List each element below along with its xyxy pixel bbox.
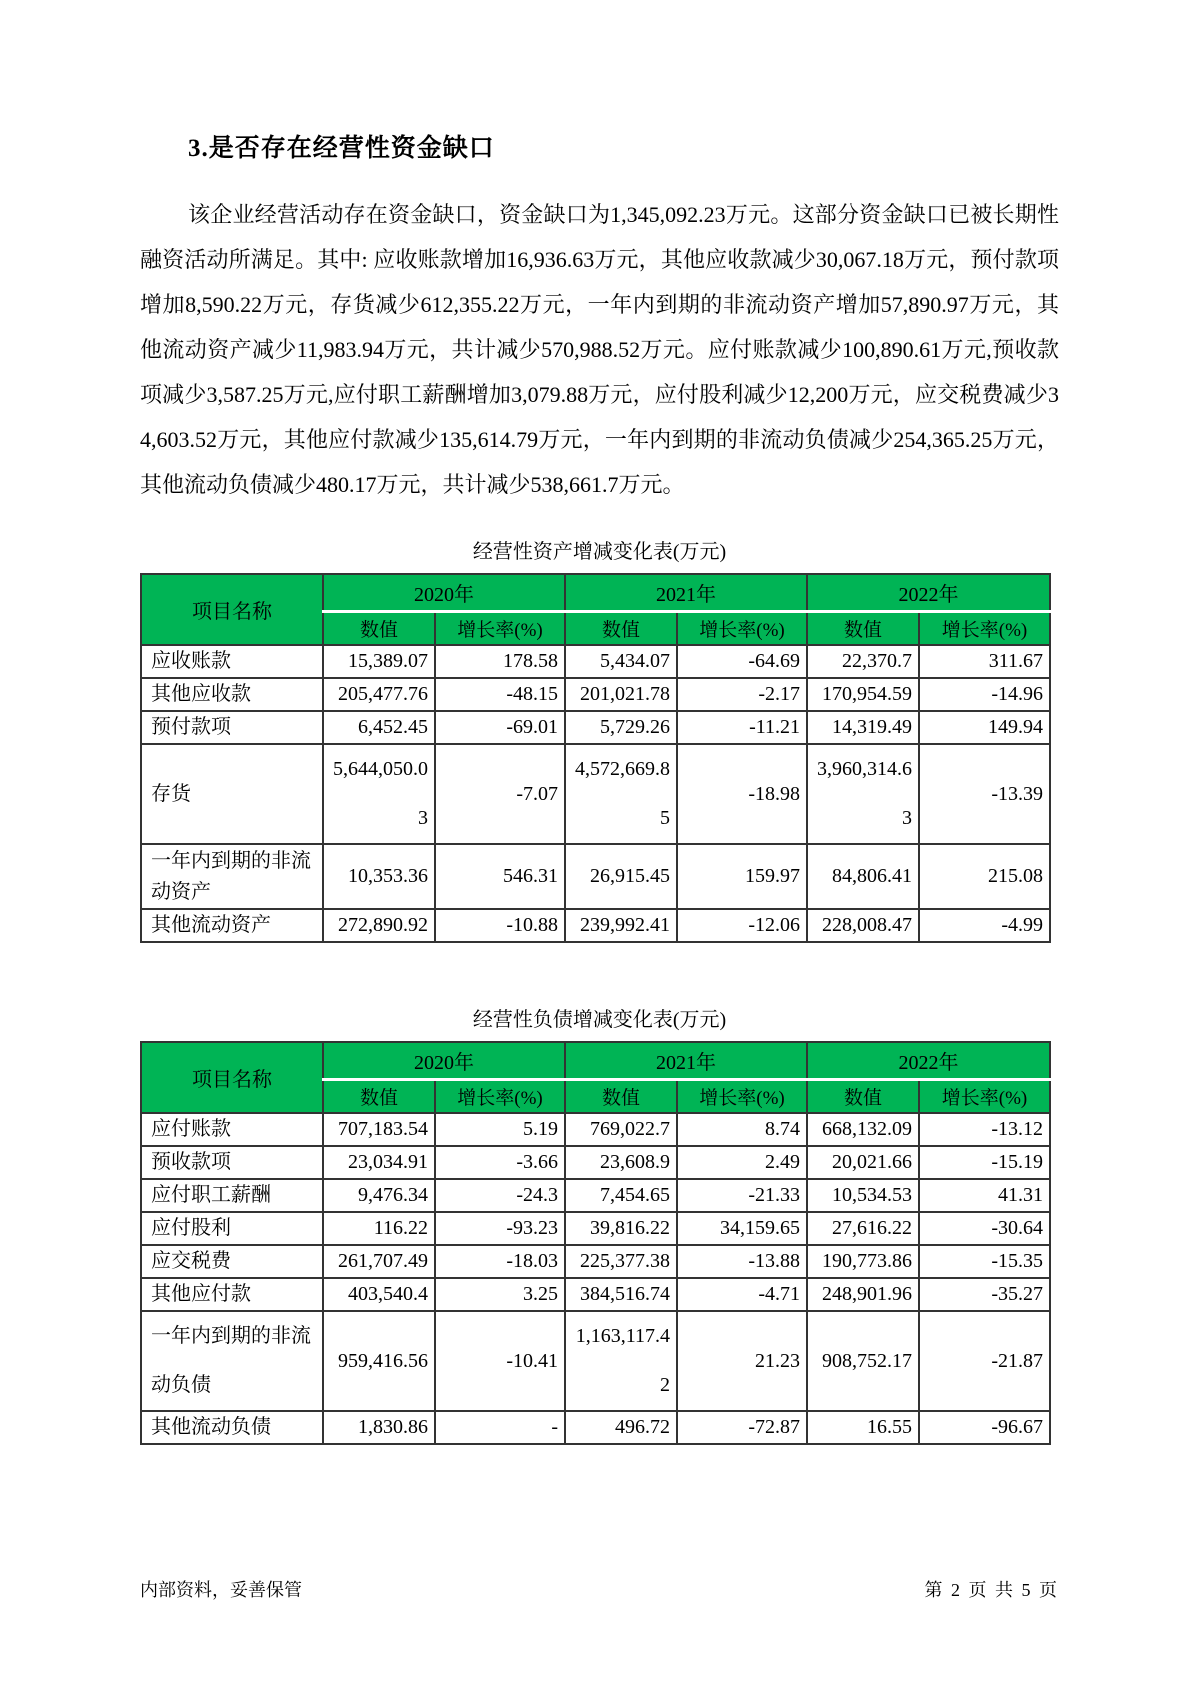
growth-rate-cell: 3.25	[435, 1278, 565, 1311]
value-cell: 201,021.78	[565, 678, 677, 711]
growth-rate-cell: -15.19	[919, 1146, 1050, 1179]
row-label-cell: 应交税费	[141, 1245, 323, 1278]
growth-rate-cell: 178.58	[435, 645, 565, 678]
table-row	[141, 711, 1050, 744]
row-label-cell: 其他流动资产	[141, 909, 323, 942]
value-cell: 5,434.07	[565, 645, 677, 678]
row-label-cell: 一年内到期的非流动负债	[141, 1311, 323, 1411]
section-heading: 3.是否存在经营性资金缺口	[188, 135, 495, 162]
growth-rate-cell: -93.23	[435, 1212, 565, 1245]
table-title-operating-assets: 经营性资产增减变化表(万元)	[472, 541, 727, 563]
value-cell: 22,370.7	[807, 645, 919, 678]
growth-rate-cell: 5.19	[435, 1113, 565, 1146]
row-label-cell: 其他流动负债	[141, 1411, 323, 1444]
value-cell: 959,416.56	[323, 1311, 435, 1411]
value-cell: 170,954.59	[807, 678, 919, 711]
value-column-header: 数值	[807, 612, 919, 646]
table-row	[141, 1179, 1050, 1212]
value-cell: 1,163,117.42	[565, 1311, 677, 1411]
value-cell: 3,960,314.63	[807, 744, 919, 844]
growth-rate-cell: 21.23	[677, 1311, 807, 1411]
value-cell: 769,022.7	[565, 1113, 677, 1146]
growth-rate-cell: -4.99	[919, 909, 1050, 942]
growth-rate-cell: -24.3	[435, 1179, 565, 1212]
growth-rate-cell: -64.69	[677, 645, 807, 678]
growth-rate-cell: -48.15	[435, 678, 565, 711]
value-cell: 1,830.86	[323, 1411, 435, 1444]
growth-rate-column-header: 增长率(%)	[919, 612, 1050, 646]
growth-rate-cell: 41.31	[919, 1179, 1050, 1212]
table-row	[141, 1113, 1050, 1146]
year-header: 2021年	[565, 574, 807, 612]
growth-rate-cell: -30.64	[919, 1212, 1050, 1245]
value-cell: 261,707.49	[323, 1245, 435, 1278]
value-cell: 23,608.9	[565, 1146, 677, 1179]
row-label-cell: 预付款项	[141, 711, 323, 744]
value-cell: 225,377.38	[565, 1245, 677, 1278]
table-row	[141, 645, 1050, 678]
operating-liabilities-table	[140, 1041, 1051, 1445]
growth-rate-cell: -10.41	[435, 1311, 565, 1411]
growth-rate-cell: -12.06	[677, 909, 807, 942]
growth-rate-cell: -21.87	[919, 1311, 1050, 1411]
value-cell: 23,034.91	[323, 1146, 435, 1179]
value-cell: 116.22	[323, 1212, 435, 1245]
value-cell: 205,477.76	[323, 678, 435, 711]
growth-rate-cell: 2.49	[677, 1146, 807, 1179]
table-row	[141, 744, 1050, 844]
row-label-cell: 预收款项	[141, 1146, 323, 1179]
growth-rate-cell: 8.74	[677, 1113, 807, 1146]
value-cell: 10,534.53	[807, 1179, 919, 1212]
growth-rate-cell: -15.35	[919, 1245, 1050, 1278]
growth-rate-cell: -7.07	[435, 744, 565, 844]
table-row	[141, 1212, 1050, 1245]
value-cell: 39,816.22	[565, 1212, 677, 1245]
value-cell: 228,008.47	[807, 909, 919, 942]
row-label-cell: 存货	[141, 744, 323, 844]
value-cell: 707,183.54	[323, 1113, 435, 1146]
table-row	[141, 1411, 1050, 1444]
row-label-cell: 其他应付款	[141, 1278, 323, 1311]
year-header: 2022年	[807, 574, 1050, 612]
value-cell: 7,454.65	[565, 1179, 677, 1212]
growth-rate-cell: 34,159.65	[677, 1212, 807, 1245]
table-row	[141, 1278, 1050, 1311]
value-cell: 5,729.26	[565, 711, 677, 744]
year-header: 2020年	[323, 1042, 565, 1080]
body-paragraph: 该企业经营活动存在资金缺口，资金缺口为1,345,092.23万元。这部分资金缺口已被长期性融资活动所满足。其中: 应收账款增加16,936.63万元，其他应收款减少30,067.18万元，预付款项增加8,590.22万元，存货减少612,355.22万元，一年内到期的非流动资产增加57,890.97万元，其他流动资产减少11,983.94万元，共计减少570,988.52万元。应付账款减少100,890.61万元,预收款项减少3,587.25万元,应付职工薪酬增加3,079.88万元，应付股利减少12,200万元，应交税费减少34,603.52万元，其他应付款减少135,614.79万元，一年内到期的非流动负债减少254,365.25万元，其他流动负债减少480.17万元，共计减少538,661.7万元。	[140, 202, 1059, 497]
growth-rate-column-header: 增长率(%)	[919, 1080, 1050, 1114]
value-cell: 403,540.4	[323, 1278, 435, 1311]
growth-rate-cell: 215.08	[919, 844, 1050, 909]
row-label-cell: 一年内到期的非流动资产	[141, 844, 323, 909]
value-cell: 272,890.92	[323, 909, 435, 942]
growth-rate-cell: 311.67	[919, 645, 1050, 678]
value-cell: 668,132.09	[807, 1113, 919, 1146]
value-cell: 908,752.17	[807, 1311, 919, 1411]
growth-rate-column-header: 增长率(%)	[435, 612, 565, 646]
table-header-year-row	[141, 574, 1050, 612]
row-label-cell: 其他应收款	[141, 678, 323, 711]
growth-rate-cell: -35.27	[919, 1278, 1050, 1311]
growth-rate-cell: -18.98	[677, 744, 807, 844]
value-column-header: 数值	[807, 1080, 919, 1114]
table-row	[141, 1245, 1050, 1278]
value-cell: 10,353.36	[323, 844, 435, 909]
growth-rate-cell: -13.88	[677, 1245, 807, 1278]
value-cell: 6,452.45	[323, 711, 435, 744]
footer-confidential-note: 内部资料，妥善保管	[140, 1580, 302, 1600]
value-cell: 16.55	[807, 1411, 919, 1444]
growth-rate-cell: -72.87	[677, 1411, 807, 1444]
growth-rate-cell: -	[435, 1411, 565, 1444]
value-cell: 15,389.07	[323, 645, 435, 678]
growth-rate-cell: -21.33	[677, 1179, 807, 1212]
growth-rate-cell: -3.66	[435, 1146, 565, 1179]
page-footer	[140, 1576, 1059, 1602]
growth-rate-cell: -14.96	[919, 678, 1050, 711]
growth-rate-cell: -2.17	[677, 678, 807, 711]
item-name-header: 项目名称	[141, 574, 323, 645]
value-cell: 4,572,669.85	[565, 744, 677, 844]
value-cell: 27,616.22	[807, 1212, 919, 1245]
footer-page-number: 第 2 页 共 5 页	[924, 1580, 1059, 1600]
growth-rate-column-header: 增长率(%)	[677, 612, 807, 646]
table-header-year-row	[141, 1042, 1050, 1080]
row-label-cell: 应收账款	[141, 645, 323, 678]
growth-rate-cell: -96.67	[919, 1411, 1050, 1444]
table-row	[141, 909, 1050, 942]
table-row	[141, 844, 1050, 909]
year-header: 2022年	[807, 1042, 1050, 1080]
row-label-cell: 应付股利	[141, 1212, 323, 1245]
growth-rate-column-header: 增长率(%)	[677, 1080, 807, 1114]
growth-rate-column-header: 增长率(%)	[435, 1080, 565, 1114]
value-cell: 26,915.45	[565, 844, 677, 909]
value-column-header: 数值	[323, 1080, 435, 1114]
value-cell: 9,476.34	[323, 1179, 435, 1212]
value-column-header: 数值	[565, 612, 677, 646]
value-cell: 496.72	[565, 1411, 677, 1444]
growth-rate-cell: -69.01	[435, 711, 565, 744]
page-content	[140, 0, 1059, 1445]
value-column-header: 数值	[565, 1080, 677, 1114]
value-cell: 14,319.49	[807, 711, 919, 744]
value-cell: 190,773.86	[807, 1245, 919, 1278]
year-header: 2021年	[565, 1042, 807, 1080]
operating-assets-table	[140, 573, 1051, 943]
growth-rate-cell: -18.03	[435, 1245, 565, 1278]
table-row	[141, 1311, 1050, 1411]
table-row	[141, 678, 1050, 711]
row-label-cell: 应付职工薪酬	[141, 1179, 323, 1212]
item-name-header: 项目名称	[141, 1042, 323, 1113]
growth-rate-cell: -4.71	[677, 1278, 807, 1311]
value-cell: 384,516.74	[565, 1278, 677, 1311]
table-title-operating-liabilities: 经营性负债增减变化表(万元)	[472, 1009, 727, 1031]
value-cell: 20,021.66	[807, 1146, 919, 1179]
growth-rate-cell: -10.88	[435, 909, 565, 942]
table-row	[141, 1146, 1050, 1179]
value-cell: 84,806.41	[807, 844, 919, 909]
year-header: 2020年	[323, 574, 565, 612]
growth-rate-cell: 159.97	[677, 844, 807, 909]
value-cell: 239,992.41	[565, 909, 677, 942]
value-cell: 248,901.96	[807, 1278, 919, 1311]
growth-rate-cell: -13.39	[919, 744, 1050, 844]
growth-rate-cell: 546.31	[435, 844, 565, 909]
value-column-header: 数值	[323, 612, 435, 646]
value-cell: 5,644,050.03	[323, 744, 435, 844]
growth-rate-cell: -11.21	[677, 711, 807, 744]
row-label-cell: 应付账款	[141, 1113, 323, 1146]
growth-rate-cell: 149.94	[919, 711, 1050, 744]
growth-rate-cell: -13.12	[919, 1113, 1050, 1146]
